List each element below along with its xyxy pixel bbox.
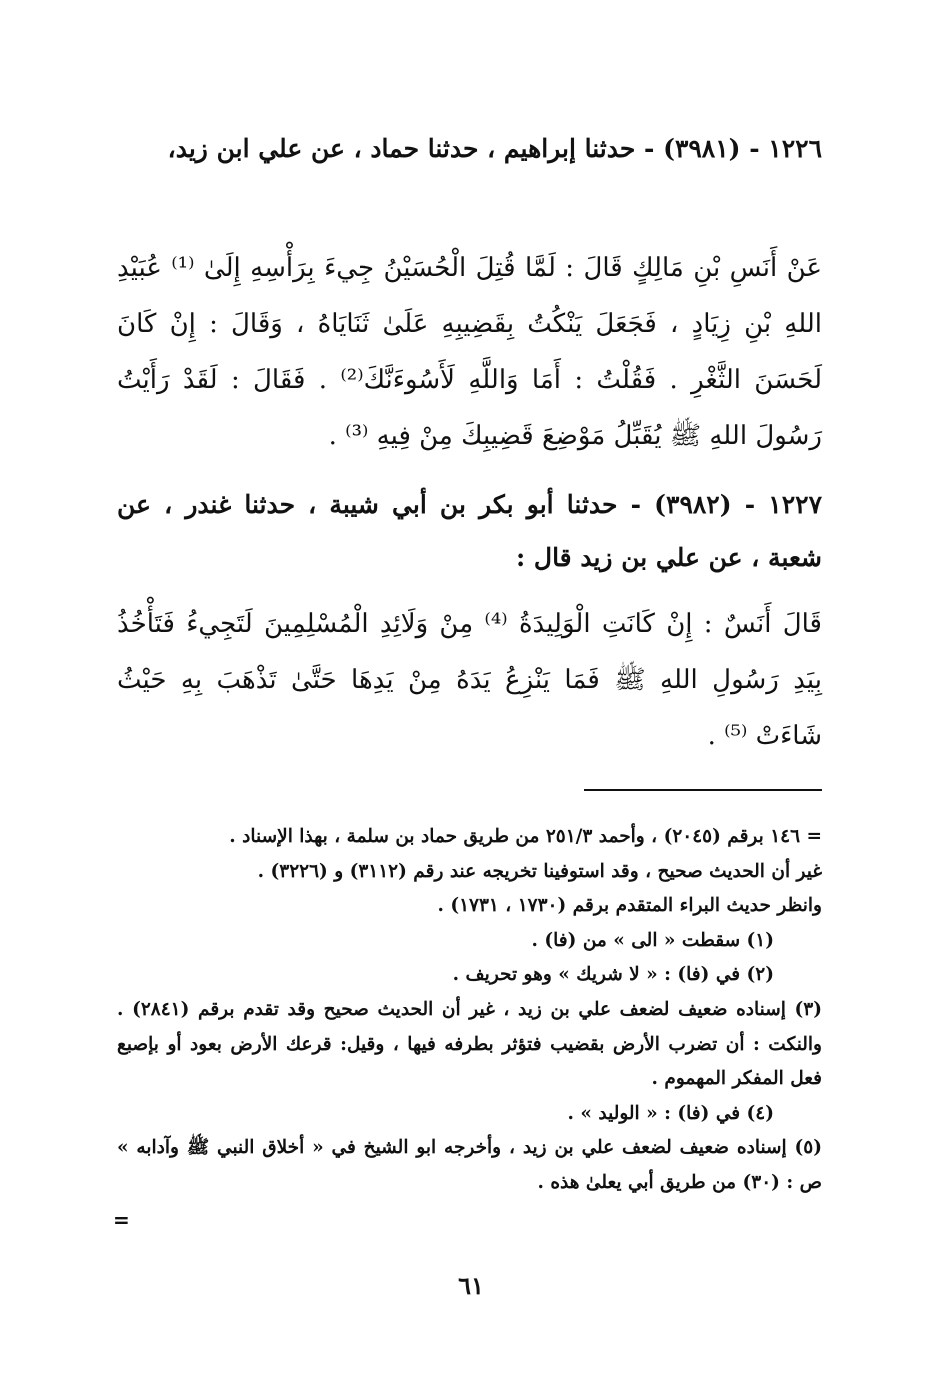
footnote-2: (٢) في (فا) : « لا شريك » وهو تحريف .	[452, 964, 774, 986]
footnote-continuation-line: = ١٤٦ برقم (٢٠٤٥) ، وأحمد ٢٥١/٣ من طريق حماد بن سلمة ، بهذا الإسناد .	[229, 826, 822, 847]
footnote-3: (٣) إسناده ضعيف لضعف علي بن زيد ، غير أن الحديث صحيح وقد تقدم برقم (٢٨٤١) . والنكت : أن تضرب الأرض بقضيب فتؤثر بطرفه فيها ، وقيل: قرعك الأرض بعود أو بإصبع فعل المفكر المهموم .	[117, 998, 822, 1090]
hadith-1226-heading: ١٢٢٦ - (٣٩٨١) - حدثنا إبراهيم ، حدثنا حماد ، عن علي ابن زيد،	[167, 134, 822, 163]
footnote-continuation-line: غير أن الحديث صحيح ، وقد استوفينا تخريجه عند رقم (٣١١٢) و (٣٢٢٦) .	[257, 860, 822, 882]
footnote-4: (٤) في (فا) : « الوليد » .	[567, 1102, 774, 1124]
footnote-1: (١) سقطت « الى » من (فا) .	[531, 929, 774, 951]
footnote-5: (٥) إسناده ضعيف لضعف علي بن زيد ، وأخرجه ابو الشيخ في « أخلاق النبي ﷺ وآدابه » ص : (٣٠) من طريق أبي يعلىٰ هذه .	[117, 1137, 822, 1193]
hadith-1227-heading: ١٢٢٧ - (٣٩٨٢) - حدثنا أبو بكر بن أبي شيبة ، حدثنا غندر ، عن شعبة ، عن علي بن زيد قال :	[117, 490, 822, 572]
hadith-1227-text: قَالَ أَنَسٌ : إِنْ كَانَتِ الْوَلِيدَةُ ⁽⁴⁾ مِنْ وَلَائِدِ الْمُسْلِمِينَ لَتَجِيءُ فَتَأْخُذُ بِيَدِ رَسُولِ اللهِ ﷺ فَمَا يَنْزِعُ يَدَهُ مِنْ يَدِهَا حَتَّىٰ تَذْهَبَ بِهِ حَيْثُ شَاءَتْ ⁽⁵⁾ .	[117, 609, 822, 751]
continues-marker: =	[113, 1208, 130, 1232]
footnote-separator	[584, 789, 822, 791]
page-number: ٦١	[458, 1271, 484, 1300]
footnotes	[117, 820, 822, 1201]
footnote-continuation-line: وانظر حديث البراء المتقدم برقم (١٧٣٠ ، ١٧٣١) .	[437, 895, 822, 917]
hadith-1226-text: عَنْ أَنَسِ بْنِ مَالِكٍ قَالَ : لَمَّا قُتِلَ الْحُسَيْنُ جِيءَ بِرَأْسِهِ إِلَىٰ ⁽¹⁾ عُبَيْدِ اللهِ بْنِ زِيَادٍ ، فَجَعَلَ يَنْكُتُ بِقَضِيبِهِ عَلَىٰ ثَنَايَاهُ ، وَقَالَ : إِنْ كَانَ لَحَسَنَ الثَّغْرِ . فَقُلْتُ : أَمَا وَاللَّهِ لَأَسُوءَنَّكَ⁽²⁾ . فَقَالَ : لَقَدْ رَأَيْتُ رَسُولَ اللهِ ﷺ يُقَبِّلُ مَوْضِعَ قَضِيبِكَ مِنْ فِيهِ ⁽³⁾ .	[117, 253, 823, 451]
